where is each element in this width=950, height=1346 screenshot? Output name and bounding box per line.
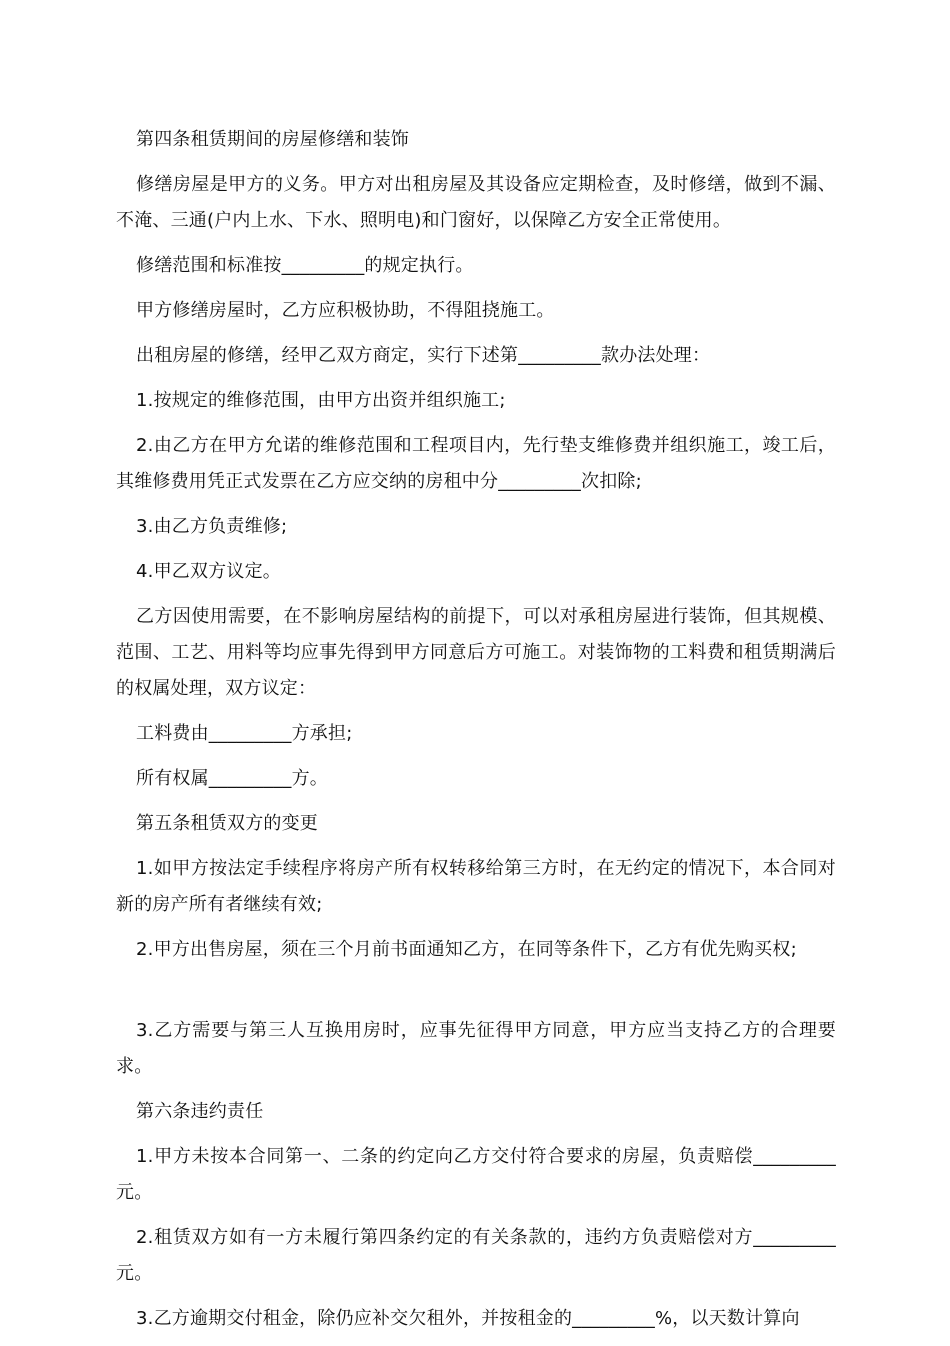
section-heading-article-6: 第六条违约责任	[136, 1101, 264, 1122]
list-item: 3.乙方逾期交付租金，除仍应补交欠租外，并按租金的_________%，以天数计算向	[136, 1308, 800, 1329]
paragraph: 修缮范围和标准按_________的规定执行。	[136, 255, 474, 276]
document-body	[116, 122, 836, 1346]
list-item: 3.乙方需要与第三人互换用房时，应事先征得甲方同意，甲方应当支持乙方的合理要求。	[116, 1020, 836, 1077]
section-heading-article-5: 第五条租赁双方的变更	[136, 813, 318, 834]
list-item: 1.甲方未按本合同第一、二条的约定向乙方交付符合要求的房屋，负责赔偿_________元。	[116, 1146, 836, 1203]
list-item: 1.按规定的维修范围，由甲方出资并组织施工;	[136, 390, 506, 411]
paragraph: 甲方修缮房屋时，乙方应积极协助，不得阻挠施工。	[136, 300, 555, 321]
list-item: 2.由乙方在甲方允诺的维修范围和工程项目内，先行垫支维修费并组织施工，竣工后，其维修费用凭正式发票在乙方应交纳的房租中分_________次扣除;	[116, 435, 836, 492]
paragraph: 乙方因使用需要，在不影响房屋结构的前提下，可以对承租房屋进行装饰，但其规模、范围、工艺、用料等均应事先得到甲方同意后方可施工。对装饰物的工料费和租赁期满后的权属处理，双方议定：	[116, 606, 836, 699]
paragraph: 修缮房屋是甲方的义务。甲方对出租房屋及其设备应定期检查，及时修缮，做到不漏、不淹、三通(户内上水、下水、照明电)和门窗好，以保障乙方安全正常使用。	[116, 174, 836, 231]
list-item: 2.租赁双方如有一方未履行第四条约定的有关条款的，违约方负责赔偿对方_________元。	[116, 1227, 836, 1284]
list-item: 2.甲方出售房屋，须在三个月前书面通知乙方，在同等条件下，乙方有优先购买权;	[136, 939, 797, 960]
paragraph: 所有权属_________方。	[136, 768, 328, 789]
section-heading-article-4: 第四条租赁期间的房屋修缮和装饰	[136, 129, 409, 150]
list-item: 4.甲乙双方议定。	[136, 561, 281, 582]
list-item: 3.由乙方负责维修;	[136, 516, 288, 537]
paragraph: 出租房屋的修缮，经甲乙双方商定，实行下述第_________款办法处理：	[136, 345, 711, 366]
list-item: 1.如甲方按法定手续程序将房产所有权转移给第三方时，在无约定的情况下，本合同对新的房产所有者继续有效;	[116, 858, 836, 915]
paragraph: 工料费由_________方承担;	[136, 723, 353, 744]
